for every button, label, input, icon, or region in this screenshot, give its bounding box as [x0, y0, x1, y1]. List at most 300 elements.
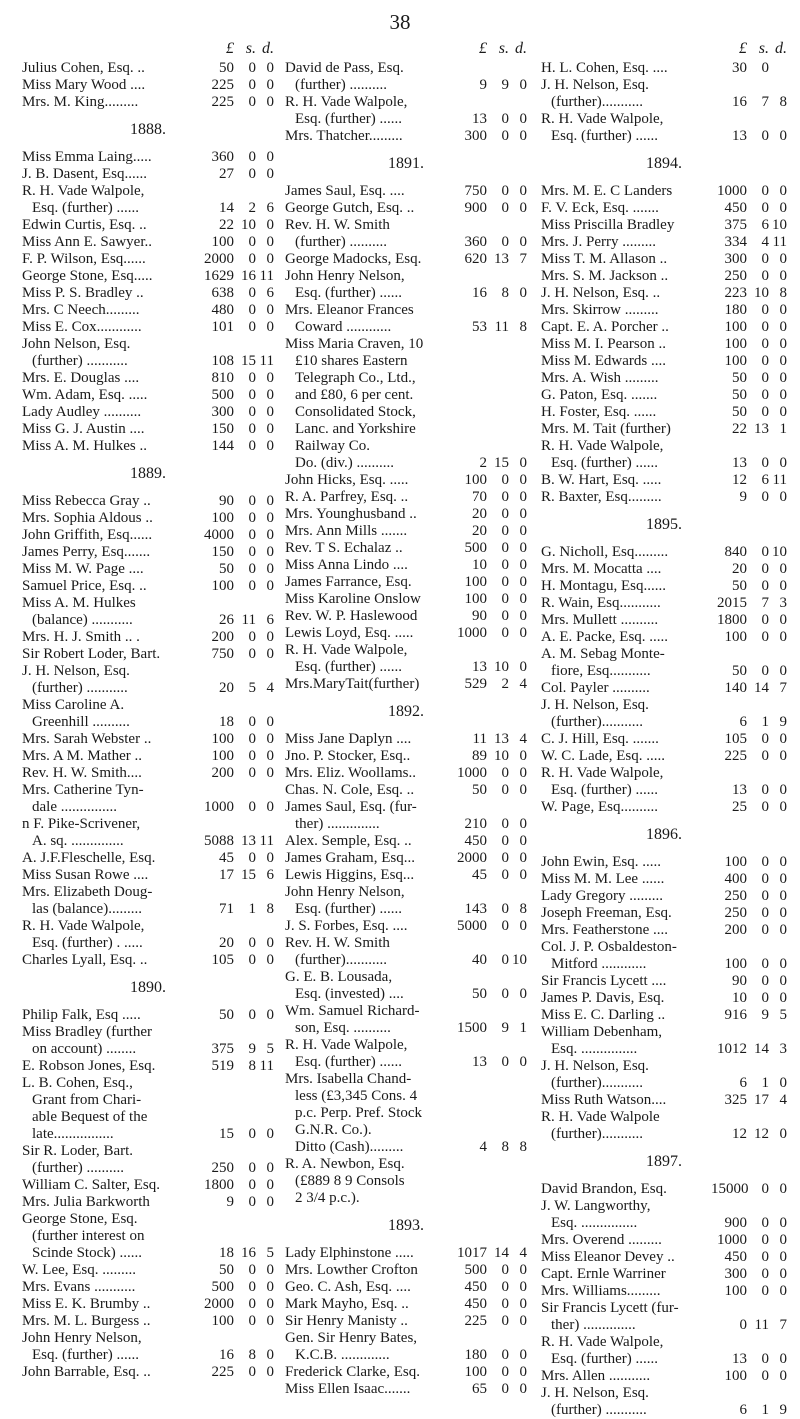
amount-shillings: 0 [761, 748, 769, 764]
amount-pence: 4 [266, 680, 274, 696]
entry-row [541, 799, 787, 816]
donor-name: Mrs. Williams......... [541, 1283, 661, 1299]
amount-pounds: 1000 [204, 799, 234, 815]
entry-line [285, 1122, 527, 1139]
donor-name: Geo. C. Ash, Esq. .... [285, 1279, 411, 1295]
amount-pounds: 13 [472, 1054, 487, 1070]
donor-name: Charles Lyall, Esq. .. [22, 952, 148, 968]
donor-name: H. Montagu, Esq...... [541, 578, 666, 594]
donor-name: Col. Payler .......... [541, 680, 650, 696]
amount-shillings: 1 [248, 901, 256, 917]
amount-pence: 0 [779, 1181, 787, 1197]
amount-pence: 0 [519, 200, 527, 216]
amount-shillings: 0 [501, 986, 509, 1002]
entry-line [285, 421, 527, 438]
donor-name: Rev. T S. Echalaz .. [285, 540, 403, 556]
entry-row [22, 1041, 274, 1058]
section-gap [541, 816, 787, 826]
amount-pence: 0 [266, 319, 274, 335]
amount-pence: 0 [519, 1262, 527, 1278]
section-gap [22, 969, 274, 979]
entry-line [285, 1330, 527, 1347]
amount-shillings: 0 [248, 714, 256, 730]
amount-pounds: 1800 [204, 1177, 234, 1193]
entry-line [541, 1058, 787, 1075]
amount-pence: 0 [519, 850, 527, 866]
donor-name: Mrs. M. Tait (further) [541, 421, 671, 437]
entry-line [285, 302, 527, 319]
donor-name: R. A. Parfrey, Esq. .. [285, 489, 409, 505]
amount-pence: 0 [519, 1381, 527, 1397]
donor-name: J. H. Nelson, Esq. [22, 663, 130, 679]
amount-pence: 0 [519, 1054, 527, 1070]
amount-pence: 0 [266, 1126, 274, 1142]
amount-pence: 0 [779, 990, 787, 1006]
amount-pence: 0 [519, 1313, 527, 1329]
entry-row [285, 540, 527, 557]
donor-name: Capt. Ernle Warriner [541, 1266, 666, 1282]
entry-row [22, 578, 274, 595]
donor-name: R. H. Vade Walpole, [541, 111, 664, 127]
amount-pence: 0 [779, 612, 787, 628]
pence-header: d. [775, 40, 787, 57]
amount-pence: 0 [779, 455, 787, 471]
entry-row [22, 510, 274, 527]
entry-line [285, 935, 527, 952]
amount-pence: 0 [266, 1279, 274, 1295]
entry-continuation: G.N.R. Co.). [295, 1122, 372, 1138]
entry-continuation: Esq. (further) ...... [295, 901, 403, 917]
entry-row [285, 77, 527, 94]
entry-row [22, 867, 274, 884]
amount-pounds: 620 [464, 251, 487, 267]
amount-pence: 0 [266, 714, 274, 730]
entry-continuation: (balance) ........... [32, 612, 133, 628]
donor-name: F. P. Wilson, Esq...... [22, 251, 146, 267]
year-heading: 1896. [646, 826, 682, 843]
entry-row [22, 544, 274, 561]
amount-pence: 7 [779, 680, 787, 696]
donor-name: R. H. Vade Walpole, [22, 918, 145, 934]
amount-pounds: 10 [472, 557, 487, 573]
entry-continuation: (further) .......... [32, 1160, 125, 1176]
amount-pounds: 50 [732, 578, 747, 594]
donor-name: R. H. Vade Walpole, [22, 183, 145, 199]
amount-pence: 0 [266, 387, 274, 403]
amount-pence: 0 [266, 421, 274, 437]
amount-shillings: 0 [761, 973, 769, 989]
entry-continuation: and £80, 6 per cent. [295, 387, 414, 403]
amount-pounds: 916 [724, 1007, 747, 1023]
entry-row [541, 183, 787, 200]
amount-pence: 0 [519, 782, 527, 798]
amount-pence: 0 [266, 149, 274, 165]
donor-name: G. Paton, Esq. ....... [541, 387, 658, 403]
amount-pounds: 140 [724, 680, 747, 696]
entry-row [22, 421, 274, 438]
amount-pence: 0 [779, 302, 787, 318]
entry-continuation: (further) .......... [295, 234, 388, 250]
entry-row [22, 629, 274, 646]
entry-row [541, 561, 787, 578]
amount-shillings: 9 [501, 1020, 509, 1036]
donor-name: Miss Eleanor Devey .. [541, 1249, 675, 1265]
amount-shillings: 0 [761, 404, 769, 420]
entry-row [541, 285, 787, 302]
amount-pounds: 200 [211, 629, 234, 645]
amount-pence: 0 [779, 1215, 787, 1231]
amount-pounds: 108 [211, 353, 234, 369]
amount-pence: 0 [779, 1075, 787, 1091]
amount-pounds: 250 [724, 268, 747, 284]
donor-name: Mrs. M. Mocatta .... [541, 561, 662, 577]
donor-name: James Perry, Esq....... [22, 544, 151, 560]
amount-pence: 0 [266, 1007, 274, 1023]
entry-row [285, 523, 527, 540]
entry-row [541, 302, 787, 319]
amount-pounds: 500 [211, 387, 234, 403]
entry-continuation: Esq. (further) ...... [551, 128, 659, 144]
amount-pence: 0 [519, 816, 527, 832]
entry-line [22, 1330, 274, 1347]
amount-pounds: 13 [732, 1351, 747, 1367]
amount-shillings: 12 [754, 1126, 769, 1142]
donor-name: H. Foster, Esq. ...... [541, 404, 657, 420]
entry-row [22, 1313, 274, 1330]
entry-row [285, 1381, 527, 1398]
amount-shillings: 0 [761, 612, 769, 628]
amount-pounds: 6 [739, 714, 747, 730]
amount-pounds: 9 [226, 1194, 234, 1210]
amount-shillings: 0 [248, 629, 256, 645]
amount-shillings: 10 [241, 217, 256, 233]
amount-pence: 0 [519, 748, 527, 764]
amount-pence: 0 [266, 952, 274, 968]
amount-pounds: 50 [219, 1007, 234, 1023]
amount-pence: 0 [519, 111, 527, 127]
donor-name: Mrs. Overend ......... [541, 1232, 662, 1248]
donor-name: Miss Anna Lindo .... [285, 557, 408, 573]
amount-pounds: 1500 [457, 1020, 487, 1036]
amount-pence: 0 [266, 302, 274, 318]
amount-pence: 7 [779, 1317, 787, 1333]
amount-pounds: 4000 [204, 527, 234, 543]
entry-line [541, 1024, 787, 1041]
donor-name: Lady Elphinstone ..... [285, 1245, 414, 1261]
entry-row [541, 612, 787, 629]
entry-row [541, 268, 787, 285]
donor-name: John Henry Nelson, [285, 884, 405, 900]
amount-pounds: 100 [211, 578, 234, 594]
amount-shillings: 17 [754, 1092, 769, 1108]
amount-pence: 4 [519, 1245, 527, 1261]
amount-shillings: 0 [761, 200, 769, 216]
entry-row [22, 1058, 274, 1075]
donor-name: Miss E. C. Darling .. [541, 1007, 666, 1023]
donor-name: R. Baxter, Esq......... [541, 489, 662, 505]
entry-line [285, 353, 527, 370]
donor-name: W. Page, Esq.......... [541, 799, 658, 815]
amount-pence: 0 [519, 523, 527, 539]
amount-pence: 0 [266, 561, 274, 577]
amount-pounds: 14 [219, 200, 234, 216]
amount-shillings: 10 [754, 285, 769, 301]
amount-shillings: 0 [248, 799, 256, 815]
amount-pounds: 225 [464, 1313, 487, 1329]
entry-continuation: Esq. (further) ...... [32, 1347, 140, 1363]
amount-pounds: 143 [464, 901, 487, 917]
donor-name: Sir Francis Lycett (fur- [541, 1300, 679, 1316]
entry-row [285, 918, 527, 935]
entry-continuation: on account) ........ [32, 1041, 137, 1057]
donor-name: Mrs. Ann Mills ....... [285, 523, 408, 539]
amount-shillings: 5 [248, 680, 256, 696]
amount-shillings: 0 [761, 1283, 769, 1299]
column-3 [541, 40, 787, 1419]
amount-pence: 0 [779, 561, 787, 577]
amount-shillings: 0 [761, 731, 769, 747]
entry-line [22, 918, 274, 935]
entry-row [22, 952, 274, 969]
shillings-header: s. [498, 40, 509, 57]
amount-pence: 0 [519, 506, 527, 522]
entry-row [285, 200, 527, 217]
amount-pounds: 65 [472, 1381, 487, 1397]
amount-pounds: 450 [464, 1296, 487, 1312]
amount-pounds: 13 [732, 455, 747, 471]
section-gap [285, 721, 527, 731]
amount-pounds: 144 [211, 438, 234, 454]
entry-row [541, 1317, 787, 1334]
amount-shillings: 0 [248, 850, 256, 866]
amount-pounds: 180 [724, 302, 747, 318]
donor-name: Philip Falk, Esq ..... [22, 1007, 141, 1023]
amount-shillings: 0 [761, 799, 769, 815]
amount-shillings: 4 [761, 234, 769, 250]
donor-name: A. M. Sebag Monte- [541, 646, 665, 662]
amount-shillings: 9 [248, 1041, 256, 1057]
amount-shillings: 0 [761, 336, 769, 352]
donor-name: Lewis Higgins, Esq... [285, 867, 415, 883]
donor-name: Miss E. Cox............ [22, 319, 142, 335]
entry-row [541, 871, 787, 888]
entry-continuation: Esq. (further) ...... [295, 111, 403, 127]
amount-pounds: 0 [739, 1317, 747, 1333]
amount-shillings: 0 [761, 387, 769, 403]
donor-name: C. J. Hill, Esq. ....... [541, 731, 659, 747]
entry-continuation: ther) .............. [295, 816, 380, 832]
donor-name: Miss Ruth Watson.... [541, 1092, 667, 1108]
donor-name: Mrs. C Neech......... [22, 302, 140, 318]
amount-pence: 10 [772, 217, 787, 233]
amount-pounds: 20 [219, 935, 234, 951]
entry-row [22, 387, 274, 404]
pounds-header: £ [226, 40, 234, 57]
entry-row [541, 60, 787, 77]
column-1 [22, 40, 274, 1381]
entry-row [541, 251, 787, 268]
section-gap [285, 145, 527, 155]
donor-name: John Ewin, Esq. ..... [541, 854, 661, 870]
header-spacer [22, 40, 198, 60]
donor-name: R. H. Vade Walpole, [285, 1037, 408, 1053]
amount-shillings: 0 [761, 922, 769, 938]
entry-row [541, 748, 787, 765]
amount-pence: 0 [779, 871, 787, 887]
amount-shillings: 0 [501, 111, 509, 127]
amount-pounds: 1000 [457, 625, 487, 641]
entry-row [285, 952, 527, 969]
amount-pounds: 250 [724, 905, 747, 921]
entry-row [541, 680, 787, 697]
amount-shillings: 0 [248, 1126, 256, 1142]
amount-pounds: 225 [211, 94, 234, 110]
entry-row [285, 183, 527, 200]
amount-pounds: 1629 [204, 268, 234, 284]
amount-pence: 0 [779, 353, 787, 369]
amount-pounds: 100 [724, 1283, 747, 1299]
amount-shillings: 7 [761, 94, 769, 110]
donor-name: Mrs. Featherstone .... [541, 922, 669, 938]
amount-pounds: 100 [464, 1364, 487, 1380]
donor-name: David de Pass, Esq. [285, 60, 404, 76]
entry-row [285, 1296, 527, 1313]
amount-shillings: 0 [248, 251, 256, 267]
amount-pence: 0 [266, 166, 274, 182]
entry-continuation: (further)........... [551, 1126, 644, 1142]
donor-name: Mrs. Julia Barkworth [22, 1194, 150, 1210]
entry-row [541, 973, 787, 990]
amount-shillings: 0 [761, 888, 769, 904]
entry-continuation: Esq. (further) ...... [551, 782, 659, 798]
entry-row [22, 714, 274, 731]
entry-row [285, 1313, 527, 1330]
entry-row [285, 591, 527, 608]
amount-shillings: 0 [761, 1266, 769, 1282]
entry-line [22, 1228, 274, 1245]
amount-pounds: 50 [472, 986, 487, 1002]
section-gap [22, 139, 274, 149]
amount-pounds: 225 [211, 1364, 234, 1380]
entry-continuation: (further) ........... [551, 1402, 647, 1418]
donor-name: Miss M. M. Lee ...... [541, 871, 665, 887]
amount-pounds: 223 [724, 285, 747, 301]
amount-pence: 0 [779, 268, 787, 284]
amount-shillings: 0 [248, 77, 256, 93]
entry-row [541, 595, 787, 612]
amount-shillings: 10 [494, 659, 509, 675]
pounds-header: £ [479, 40, 487, 57]
entry-row [541, 1092, 787, 1109]
entry-line [541, 765, 787, 782]
amount-pence: 0 [266, 731, 274, 747]
donor-name: Mrs. M. E. C Landers [541, 183, 673, 199]
amount-shillings: 15 [241, 867, 256, 883]
entry-row [285, 833, 527, 850]
donor-name: Miss A. M. Hulkes [22, 595, 136, 611]
amount-pence: 0 [519, 489, 527, 505]
amount-pounds: 450 [724, 1249, 747, 1265]
entry-line [285, 1037, 527, 1054]
amount-pounds: 100 [724, 336, 747, 352]
year-heading: 1895. [646, 516, 682, 533]
amount-shillings: 1 [761, 1075, 769, 1091]
section-gap [541, 1143, 787, 1153]
amount-pence: 0 [266, 544, 274, 560]
section-gap [541, 506, 787, 516]
entry-line [22, 1092, 274, 1109]
donor-name: W. Lee, Esq. ......... [22, 1262, 137, 1278]
year-heading: 1893. [388, 1217, 424, 1234]
amount-shillings: 0 [248, 421, 256, 437]
entry-continuation: (further interest on [32, 1228, 145, 1244]
amount-shillings: 0 [501, 200, 509, 216]
amount-shillings: 0 [501, 1262, 509, 1278]
entry-line [541, 111, 787, 128]
entry-continuation: Consolidated Stock, [295, 404, 416, 420]
entry-row [22, 1177, 274, 1194]
donor-name: John Henry Nelson, [285, 268, 405, 284]
amount-shillings: 1 [761, 714, 769, 730]
amount-pounds: 1000 [457, 765, 487, 781]
amount-shillings: 0 [761, 905, 769, 921]
entry-continuation: Esq. (further) ...... [295, 1054, 403, 1070]
amount-shillings: 0 [761, 1249, 769, 1265]
amount-pence: 10 [772, 544, 787, 560]
entry-line [541, 1385, 787, 1402]
entry-line [285, 94, 527, 111]
entry-row [285, 901, 527, 918]
amount-pounds: 18 [219, 714, 234, 730]
entry-line [22, 1109, 274, 1126]
entry-row [541, 1215, 787, 1232]
entry-row [541, 200, 787, 217]
amount-shillings: 0 [248, 544, 256, 560]
donor-name: Sir Robert Loder, Bart. [22, 646, 161, 662]
amount-shillings: 10 [494, 748, 509, 764]
entry-row [541, 1181, 787, 1198]
amount-pounds: 529 [464, 676, 487, 692]
amount-pence: 11 [259, 353, 274, 369]
amount-shillings: 0 [248, 935, 256, 951]
entry-continuation: Railway Co. [295, 438, 370, 454]
amount-pounds: 100 [211, 731, 234, 747]
entry-row [541, 1249, 787, 1266]
amount-pence: 8 [519, 901, 527, 917]
entry-line [285, 1156, 527, 1173]
entry-line [22, 336, 274, 353]
amount-pounds: 1000 [717, 1232, 747, 1248]
donor-name: John Henry Nelson, [22, 1330, 142, 1346]
donor-name: Miss Ellen Isaac....... [285, 1381, 411, 1397]
amount-shillings: 13 [754, 421, 769, 437]
amount-pounds: 450 [464, 833, 487, 849]
amount-pounds: 71 [219, 901, 234, 917]
donor-name: J. W. Langworthy, [541, 1198, 651, 1214]
entry-continuation: Esq. (further) ...... [295, 285, 403, 301]
donor-name: Mrs. Elizabeth Doug- [22, 884, 153, 900]
amount-pence: 0 [266, 1194, 274, 1210]
entry-line [541, 939, 787, 956]
entry-row [285, 765, 527, 782]
entry-row [22, 935, 274, 952]
amount-pounds: 400 [724, 871, 747, 887]
amount-pence: 0 [519, 1296, 527, 1312]
currency-header [541, 40, 787, 60]
donor-name: Miss M. Edwards .... [541, 353, 667, 369]
amount-pence: 0 [519, 867, 527, 883]
entry-row [22, 234, 274, 251]
